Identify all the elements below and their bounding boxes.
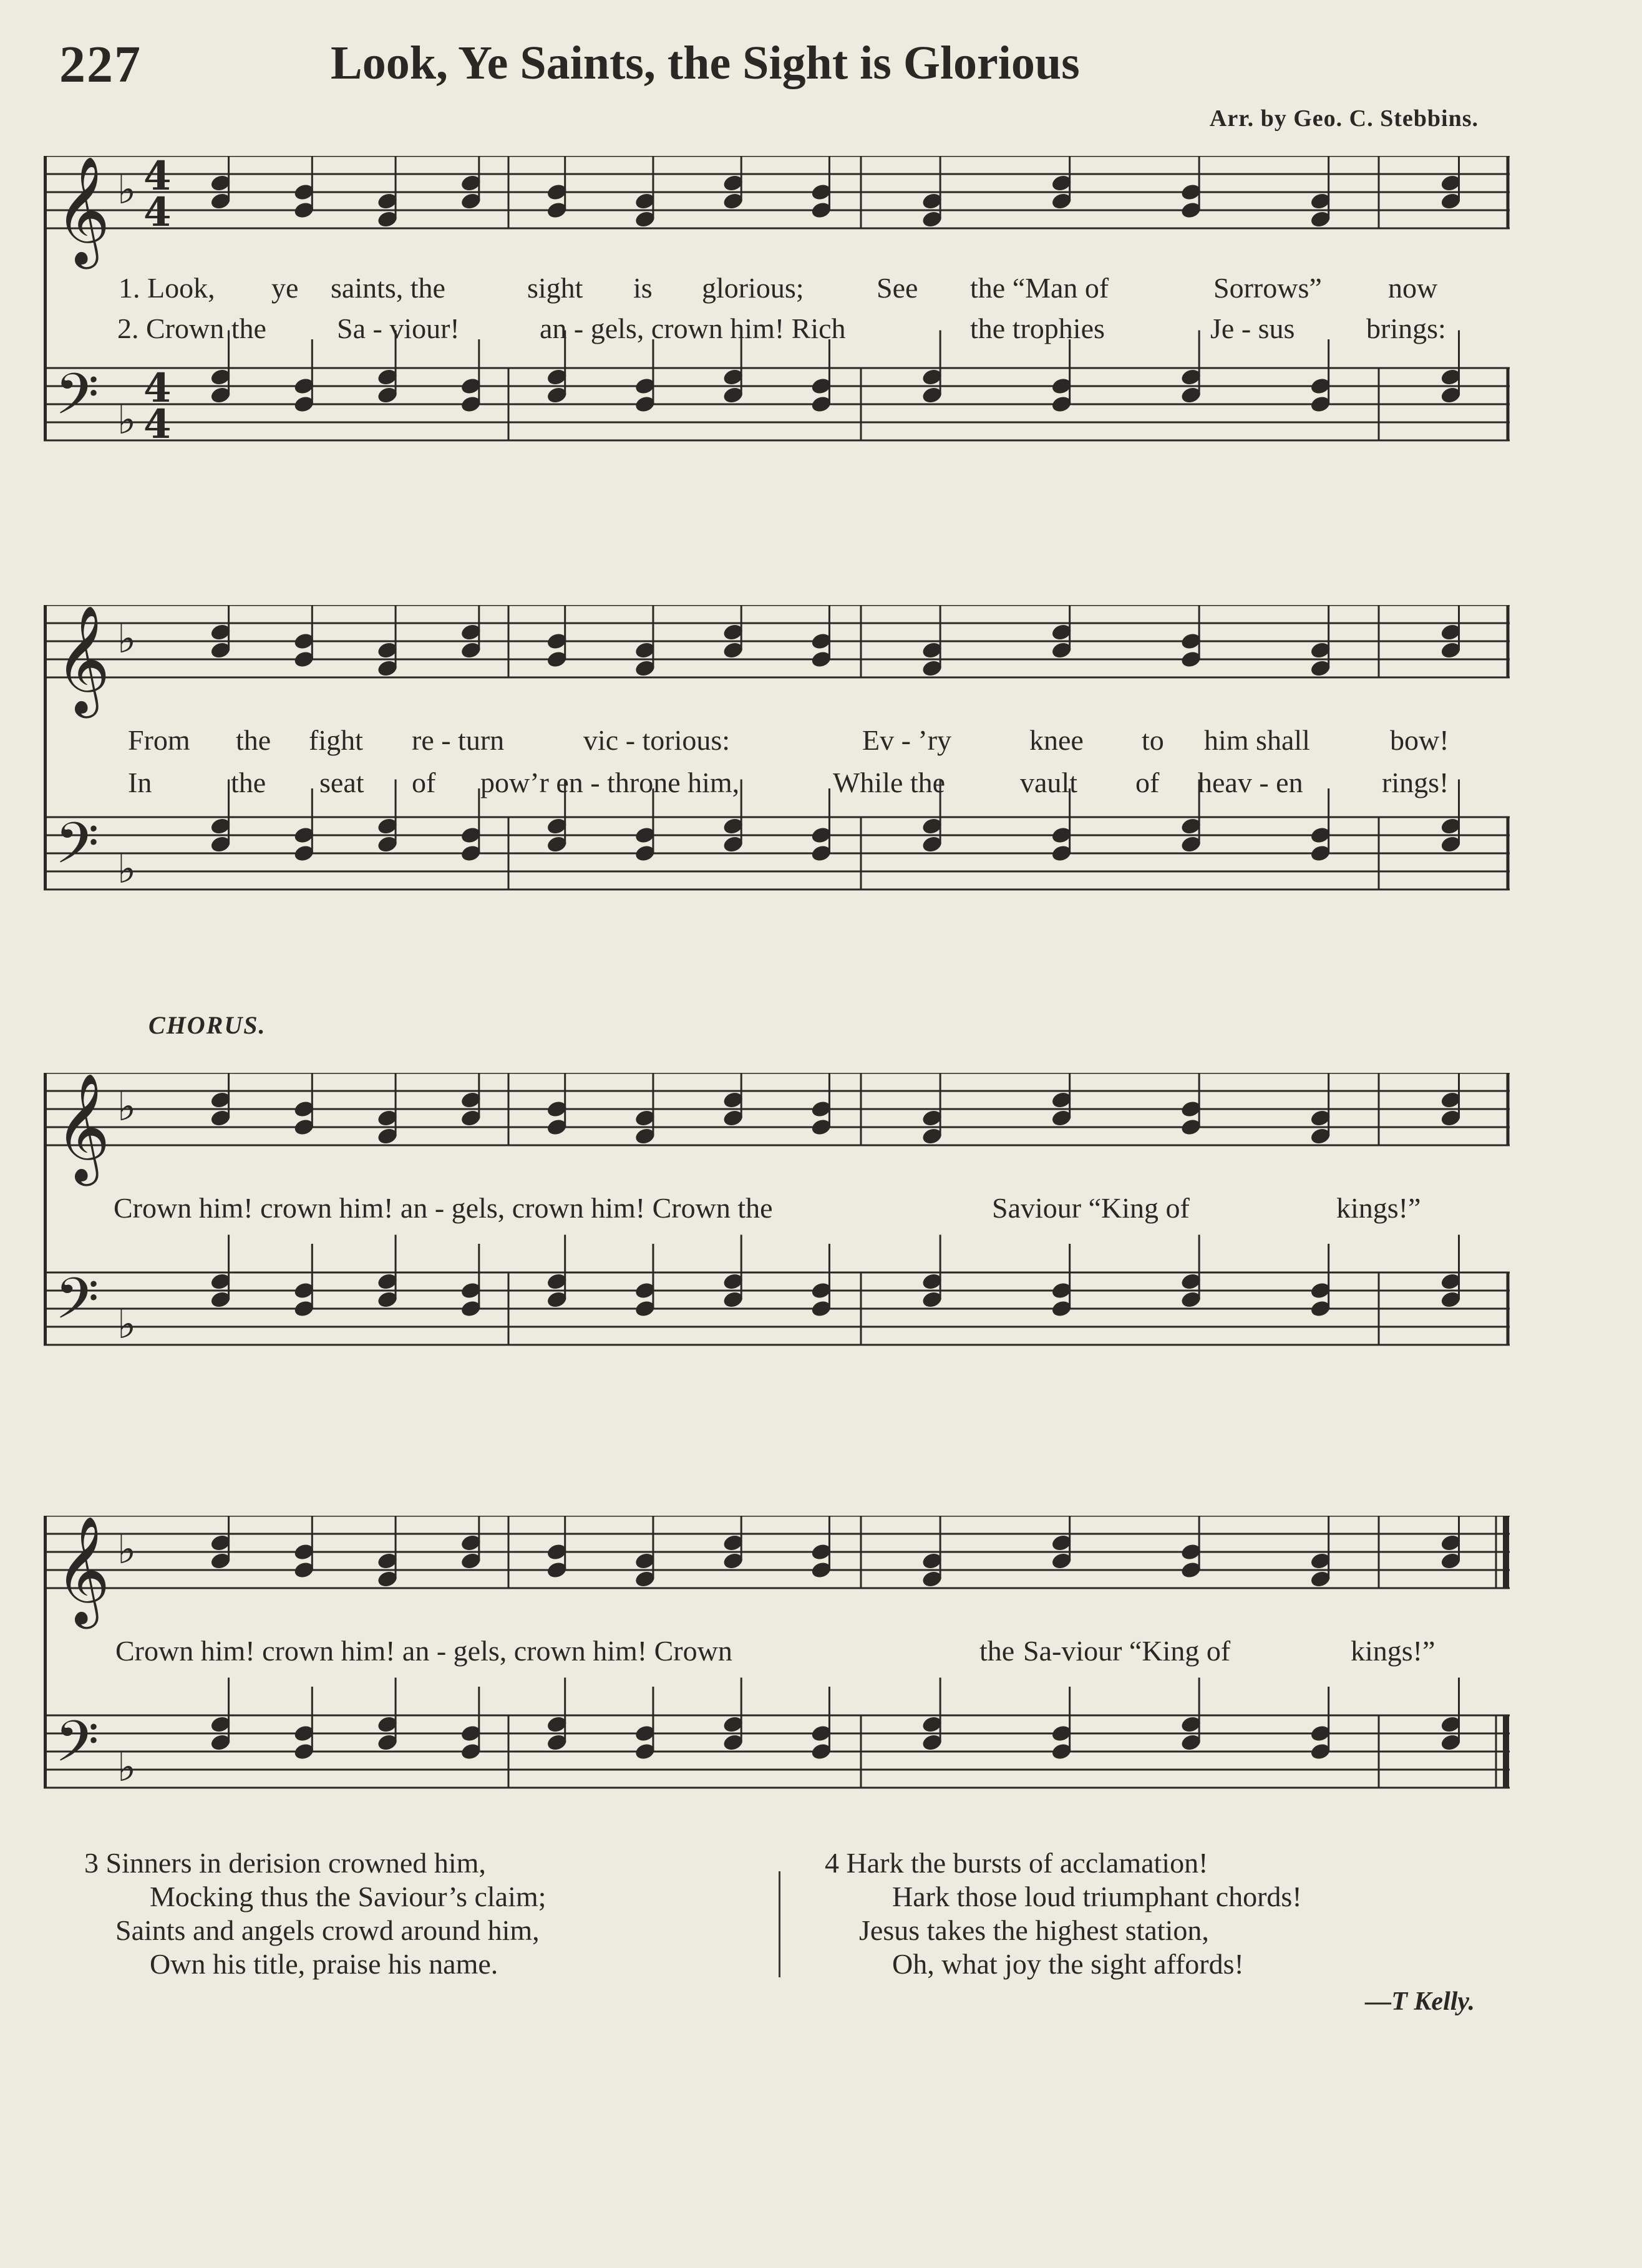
treble-staff — [44, 1516, 1510, 1588]
lyrics-verse-1 — [44, 724, 1510, 761]
flat-icon: ♭ — [117, 1527, 137, 1573]
syllable: now — [1388, 272, 1438, 304]
stanza-line: Mocking thus the Saviour’s claim; — [150, 1881, 547, 1912]
syllable: the — [236, 724, 271, 756]
treble-staff — [44, 1073, 1510, 1145]
syllable: vic - torious: — [583, 724, 731, 756]
stanza-line: Jesus takes the highest station, — [859, 1914, 1209, 1946]
treble-staff — [44, 605, 1510, 677]
flat-icon: ♭ — [117, 397, 137, 443]
syllable: While the — [833, 767, 946, 798]
stanza-line: 4 Hark the bursts of acclamation! — [825, 1847, 1208, 1879]
stanza-3 — [84, 1846, 546, 1981]
syllable: 1. Look, — [119, 272, 215, 304]
syllable: saints, the — [331, 272, 445, 304]
syllable: re - turn — [412, 724, 505, 756]
lyrics-chorus — [44, 1191, 1510, 1229]
syllable: brings: — [1366, 313, 1446, 344]
syllable: Crown him! crown him! an - gels, crown him! Crown the — [114, 1192, 773, 1224]
syllable: fight — [309, 724, 363, 756]
syllable: In — [128, 767, 152, 798]
flat-icon: ♭ — [117, 1302, 137, 1348]
flat-icon: ♭ — [117, 846, 137, 893]
syllable: him shall — [1204, 724, 1310, 756]
bass-clef-icon: 𝄢 — [55, 1266, 99, 1345]
syllable: Ev - ’ry — [862, 724, 952, 756]
bass-clef-icon: 𝄢 — [55, 810, 99, 890]
syllable: From — [128, 724, 190, 756]
syllable: the — [979, 1635, 1015, 1667]
stanza-4 — [825, 1846, 1302, 1981]
syllable: 2. Crown the — [117, 313, 266, 344]
syllable: Sa - viour! — [337, 313, 460, 344]
stanza-line: 3 Sinners in derision crowned him, — [84, 1847, 486, 1879]
syllable: sight — [527, 272, 583, 304]
bass-staff — [44, 1272, 1510, 1345]
author-credit: —T Kelly. — [1365, 1987, 1475, 2016]
treble-clef-icon: 𝄞 — [55, 1516, 110, 1624]
treble-clef-icon: 𝄞 — [55, 1073, 110, 1181]
lyrics-verse-1 — [44, 271, 1510, 309]
stanza-line: Own his title, praise his name. — [150, 1948, 498, 1980]
time-signature: 4 — [143, 401, 172, 448]
bass-staff — [44, 1715, 1510, 1788]
syllable: the — [231, 767, 266, 798]
syllable: Sa-viour “King of — [1023, 1635, 1231, 1667]
stanza-line: Saints and angels crowd around him, — [115, 1914, 540, 1946]
staff-graphics — [44, 605, 1510, 917]
syllable: Je - sus — [1210, 313, 1295, 344]
flat-icon: ♭ — [117, 616, 137, 662]
syllable: the “Man of — [970, 272, 1109, 304]
music-system-1 — [44, 156, 1510, 468]
bass-clef-icon: 𝄢 — [55, 361, 99, 441]
syllable: Crown him! crown him! an - gels, crown him! Crown — [115, 1635, 732, 1667]
hymn-title: Look, Ye Saints, the Sight is Glorious — [331, 37, 1080, 89]
syllable: heav - en — [1198, 767, 1303, 798]
syllable: bow! — [1390, 724, 1449, 756]
treble-clef-icon: 𝄞 — [55, 156, 110, 264]
syllable: pow’r en - throne him, — [480, 767, 740, 798]
stanza-line: Oh, what joy the sight affords! — [892, 1948, 1244, 1980]
time-signature: 4 — [143, 189, 172, 236]
syllable: of — [412, 767, 436, 798]
flat-icon: ♭ — [117, 1745, 137, 1791]
bass-clef-icon: 𝄢 — [55, 1708, 99, 1788]
syllable: kings!” — [1336, 1192, 1421, 1224]
syllable: ye — [271, 272, 299, 304]
syllable: an - gels, crown him! Rich — [540, 313, 846, 344]
syllable: Sorrows” — [1213, 272, 1322, 304]
syllable: the trophies — [970, 313, 1105, 344]
syllable: rings! — [1382, 767, 1449, 798]
bass-staff — [44, 368, 1510, 440]
time-signature: 4 — [143, 156, 172, 200]
lyrics-chorus — [44, 1634, 1510, 1672]
lyrics-verse-2 — [44, 312, 1510, 349]
hymn-number: 227 — [59, 36, 142, 94]
syllable: is — [633, 272, 653, 304]
lyrics-verse-2 — [44, 766, 1510, 803]
stanza-divider — [779, 1871, 780, 1977]
syllable: knee — [1029, 724, 1084, 756]
arranger-credit: Arr. by Geo. C. Stebbins. — [1209, 105, 1479, 132]
syllable: to — [1142, 724, 1164, 756]
music-system-4 — [44, 1516, 1510, 1815]
chorus-label: CHORUS. — [148, 1011, 266, 1039]
time-signature: 4 — [143, 365, 172, 412]
stanza-line: Hark those loud triumphant chords! — [892, 1881, 1302, 1912]
syllable: vault — [1020, 767, 1077, 798]
syllable: of — [1135, 767, 1160, 798]
syllable: Saviour “King of — [992, 1192, 1190, 1224]
treble-clef-icon: 𝄞 — [55, 605, 110, 714]
flat-icon: ♭ — [117, 1084, 137, 1130]
music-system-2 — [44, 605, 1510, 917]
syllable: seat — [319, 767, 364, 798]
syllable: kings!” — [1351, 1635, 1436, 1667]
flat-icon: ♭ — [117, 167, 137, 213]
bass-staff — [44, 817, 1510, 889]
syllable: See — [877, 272, 918, 304]
syllable: glorious; — [702, 272, 804, 304]
music-system-3 — [44, 1073, 1510, 1372]
treble-staff — [44, 156, 1510, 228]
